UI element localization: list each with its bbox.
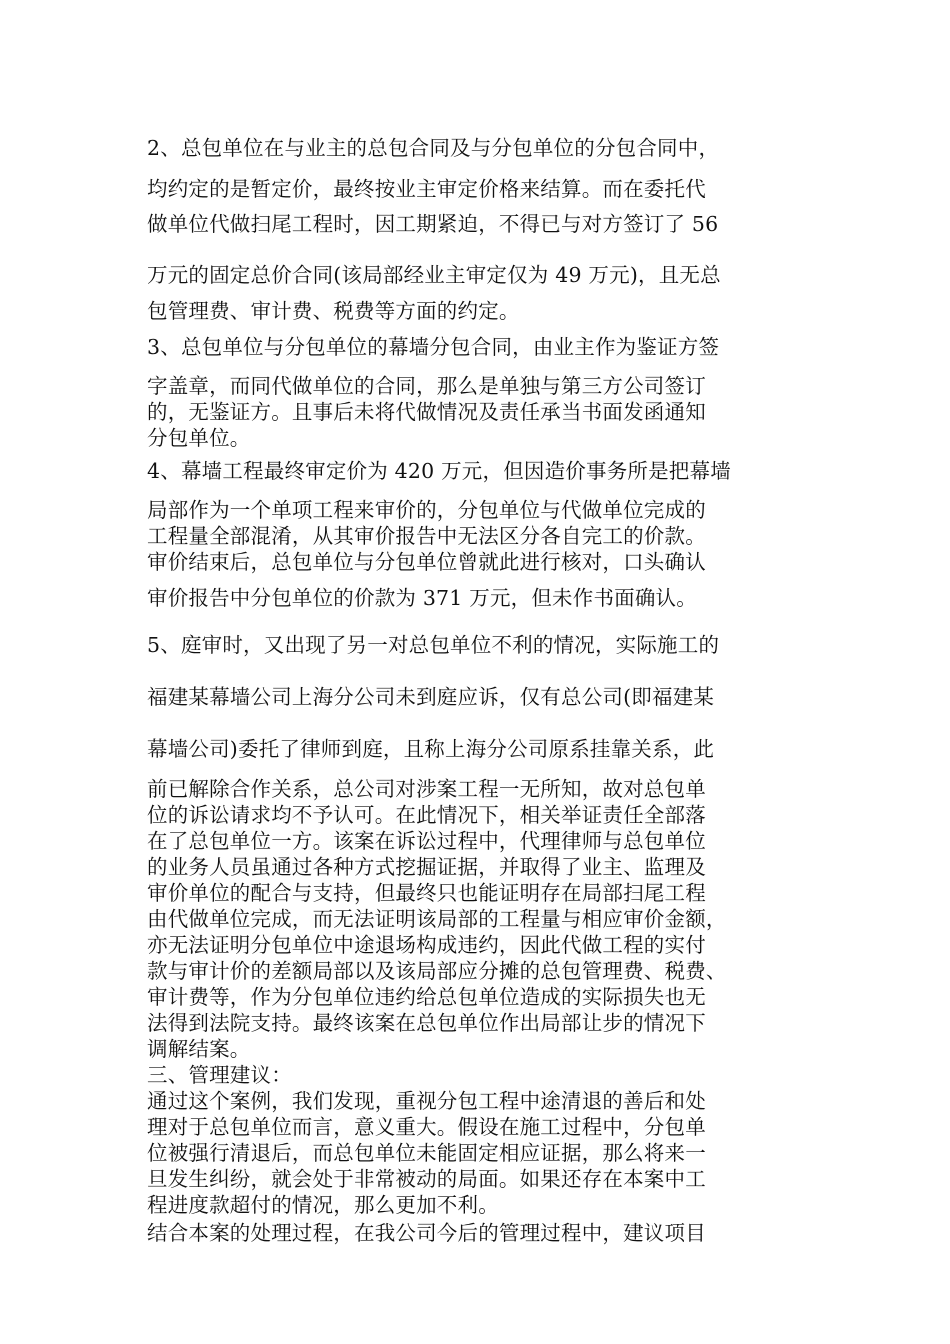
text-line: 2、总包单位在与业主的总包合同及与分包单位的分包合同中， (147, 136, 720, 160)
text-line: 做单位代做扫尾工程时，因工期紧迫，不得已与对方签订了 56 (147, 212, 719, 236)
text-line: 分包单位。 (147, 426, 251, 450)
text-line: 在了总包单位一方。该案在诉讼过程中，代理律师与总包单位 (147, 829, 706, 853)
section-heading: 三、管理建议： (147, 1063, 292, 1087)
text-line: 局部作为一个单项工程来审价的，分包单位与代做单位完成的 (147, 498, 706, 522)
text-line: 款与审计价的差额局部以及该局部应分摊的总包管理费、税费、 (147, 959, 727, 983)
text-line: 包管理费、审计费、税费等方面的约定。 (147, 299, 520, 323)
text-line: 调解结案。 (147, 1037, 251, 1061)
text-line: 审价报告中分包单位的价款为 371 万元，但未作书面确认。 (147, 586, 697, 610)
text-line: 的业务人员虽通过各种方式挖掘证据，并取得了业主、监理及 (147, 855, 706, 879)
text-line: 审计费等，作为分包单位违约给总包单位造成的实际损失也无 (147, 985, 706, 1009)
text-line: 程进度款超付的情况，那么更加不利。 (147, 1193, 499, 1217)
text-line: 法得到法院支持。最终该案在总包单位作出局部让步的情况下 (147, 1011, 706, 1035)
text-line: 位被强行清退后，而总包单位未能固定相应证据，那么将来一 (147, 1141, 706, 1165)
text-line: 审价单位的配合与支持，但最终只也能证明存在局部扫尾工程 (147, 881, 706, 905)
text-line: 万元的固定总价合同(该局部经业主审定仅为 49 万元)，且无总 (147, 263, 721, 287)
text-line: 位的诉讼请求均不予认可。在此情况下，相关举证责任全部落 (147, 803, 706, 827)
text-line: 幕墙公司)委托了律师到庭，且称上海分公司原系挂靠关系，此 (147, 737, 715, 761)
text-line: 通过这个案例，我们发现，重视分包工程中途清退的善后和处 (147, 1089, 706, 1113)
text-line: 3、总包单位与分包单位的幕墙分包合同，由业主作为鉴证方签 (147, 335, 720, 359)
text-line: 的，无鉴证方。且事后未将代做情况及责任承当书面发函通知 (147, 400, 706, 424)
text-line: 审价结束后，总包单位与分包单位曾就此进行核对，口头确认 (147, 550, 706, 574)
text-line: 亦无法证明分包单位中途退场构成违约，因此代做工程的实付 (147, 933, 706, 957)
text-line: 由代做单位完成，而无法证明该局部的工程量与相应审价金额， (147, 907, 727, 931)
text-line: 工程量全部混淆，从其审价报告中无法区分各自完工的价款。 (147, 524, 706, 548)
text-line: 均约定的是暂定价，最终按业主审定价格来结算。而在委托代 (147, 177, 706, 201)
text-line: 旦发生纠纷，就会处于非常被动的局面。如果还存在本案中工 (147, 1167, 706, 1191)
text-line: 4、幕墙工程最终审定价为 420 万元，但因造价事务所是把幕墙 (147, 459, 731, 483)
text-line: 字盖章，而同代做单位的合同，那么是单独与第三方公司签订 (147, 374, 706, 398)
text-line: 理对于总包单位而言，意义重大。假设在施工过程中，分包单 (147, 1115, 706, 1139)
text-line: 前已解除合作关系，总公司对涉案工程一无所知，故对总包单 (147, 777, 706, 801)
text-line: 结合本案的处理过程，在我公司今后的管理过程中，建议项目 (147, 1221, 706, 1245)
text-line: 5、庭审时，又出现了另一对总包单位不利的情况，实际施工的 (147, 633, 720, 657)
text-line: 福建某幕墙公司上海分公司未到庭应诉，仅有总公司(即福建某 (147, 685, 715, 709)
